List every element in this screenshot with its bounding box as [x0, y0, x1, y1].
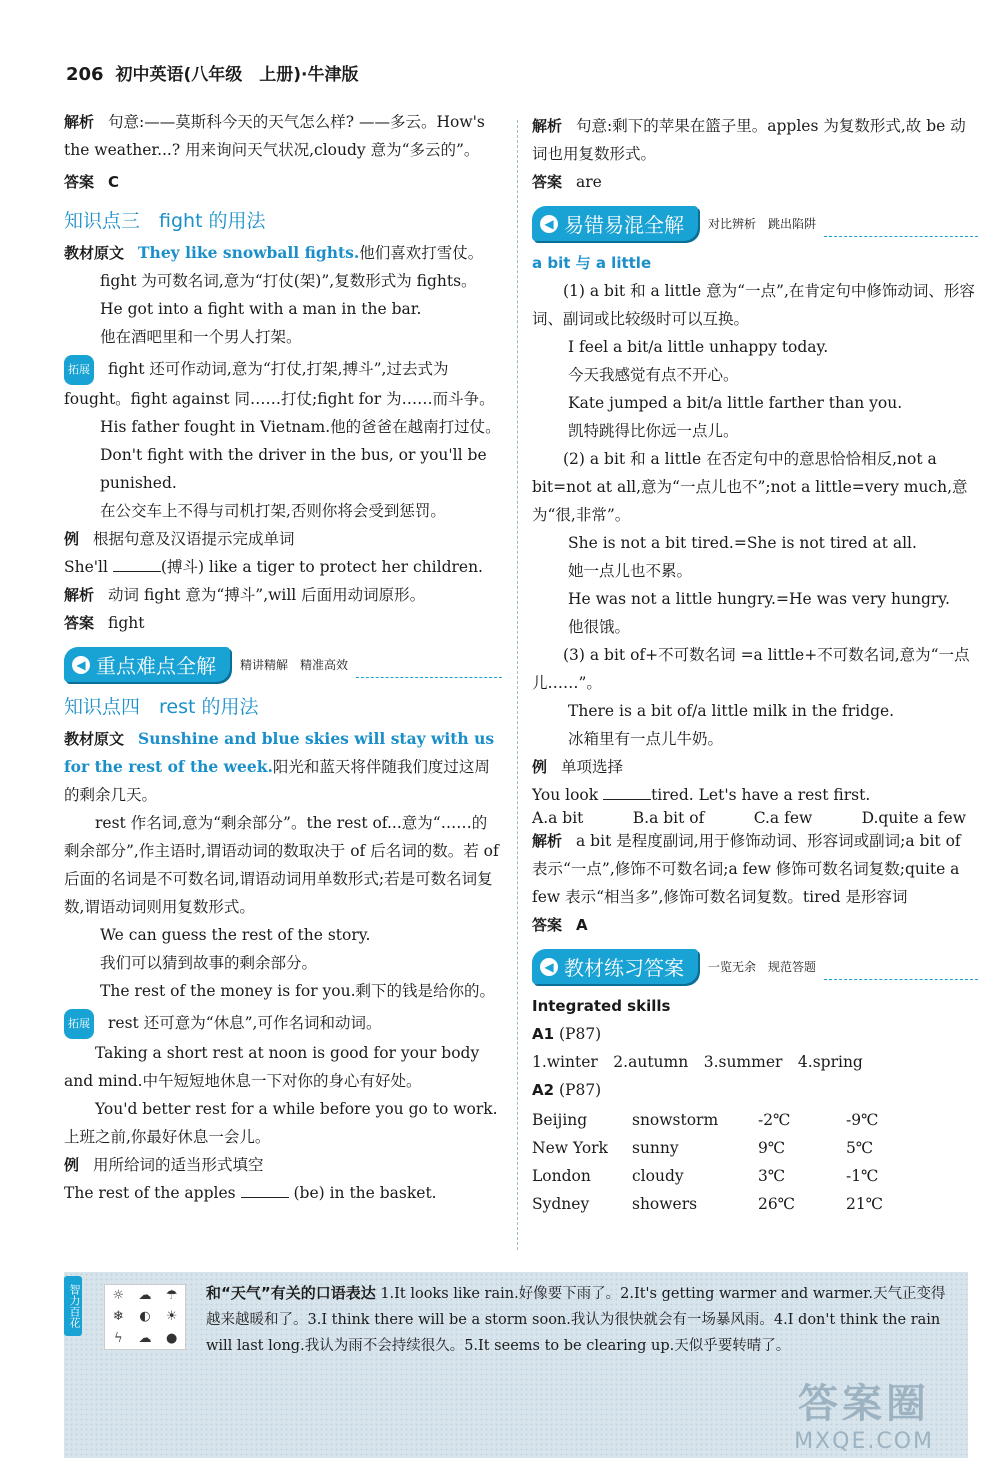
point-3-ex: There is a bit of/a little milk in the fridge. [568, 702, 895, 720]
point-1-ex-2: Kate jumped a bit/a little farther than you. [568, 394, 903, 412]
table-cell: 21℃ [846, 1195, 884, 1213]
partly-cloudy-icon: ◐ [139, 1309, 151, 1325]
table-cell: -9℃ [846, 1111, 879, 1129]
point-1-ex-1-cn: 今天我感觉有点不开心。 [568, 366, 739, 384]
exercise-3-question: She'll (搏斗) like a tiger to protect her children. [64, 558, 483, 576]
tip-box-side-label: 智力百花 [64, 1276, 82, 1336]
watermark: 答案圈 MXQE.COM [794, 1381, 934, 1454]
fight-example-en: He got into a fight with a man in the bar. [100, 300, 422, 318]
table-row [532, 1190, 926, 1218]
table-cell: 5℃ [846, 1139, 874, 1157]
integrated-skills-heading: Integrated skills [532, 997, 671, 1015]
megaphone-icon: ◀ [540, 958, 558, 976]
fight-note-1: fight 为可数名词,意为“打仗(架)”,复数形式为 fights。 [100, 272, 477, 290]
megaphone-icon: ◀ [540, 215, 558, 233]
point-1-ex-1: I feel a bit/a little unhappy today. [568, 338, 829, 356]
table-cell: 9℃ [758, 1139, 786, 1157]
section-banner-key-points: ◀ 重点难点全解 精讲精解 精准高效 [64, 647, 502, 682]
a1-heading: A1 (P87) [532, 1025, 602, 1043]
weather-icons [104, 1284, 186, 1350]
rest-example-4: You'd better rest for a while before you go to work.上班之前,你最好休息一会儿。 [64, 1100, 498, 1146]
column-divider [517, 120, 518, 1250]
rest-example-2: The rest of the money is for you.剩下的钱是给你的。 [100, 982, 496, 1000]
answer-4: 答案 are [532, 173, 602, 191]
book-title: 初中英语(八年级 上册)·牛津版 [115, 65, 359, 85]
exercise-5-question: You look tired. Let's have a rest first. [532, 786, 871, 804]
table-cell: London [532, 1167, 591, 1185]
table-cell: New York [532, 1139, 608, 1157]
table-cell: Beijing [532, 1111, 588, 1129]
fight-example-2: His father fought in Vietnam.他的爸爸在越南打过仗。 [100, 418, 501, 436]
analysis-4: 解析 句意:剩下的苹果在篮子里。apples 为复数形式,故 be 动词也用复数形式。 [532, 117, 966, 163]
tip-box [64, 1272, 968, 1458]
knowledge-point-4: 知识点四 rest 的用法 [64, 696, 259, 718]
table-cell: cloudy [632, 1167, 684, 1185]
point-1-ex-2-cn: 凯特跳得比你远一点儿。 [568, 422, 739, 440]
point-3: (3) a bit of+不可数名词 =a little+不可数名词,意为“一点儿……”。 [532, 646, 970, 692]
cloudy-icon: ☁ [138, 1330, 152, 1346]
point-2: (2) a bit 和 a little 在否定句中的意思恰恰相反,not a bit=not at all,意为“一点儿也不”;not a little=very much,意为“很,非常”。 [532, 450, 968, 524]
table-cell: Sydney [532, 1195, 590, 1213]
rest-note-1: rest 作名词,意为“剩余部分”。the rest of...意为“……的剩余部分”,作主语时,谓语动词的数取决于 of 后名词的数。若 of 后面的名词是不可数名词,谓语动词用单数形式;若是可数名词复数,谓语动词则用复数形式。 [64, 814, 499, 916]
sun-icon: ☼ [112, 1288, 125, 1303]
rest-example-1-en: We can guess the rest of the story. [100, 926, 371, 944]
tip-text: 和“天气”有关的口语表达 1.It looks like rain.好像要下雨了。2.It's getting warmer and warmer.天气正变得越来越暖和了。3.I think there will be a storm soon.我认为很快就会有一场暴风雨。4.I don't think the rain will last long.我认为雨不会持续很久。5.It seems to be clearing up.天似乎要转晴了。 [206, 1284, 946, 1354]
storm-icon: ● [165, 1330, 178, 1346]
table-cell: 26℃ [758, 1195, 796, 1213]
umbrella-icon: ☂ [165, 1288, 178, 1303]
analysis-3: 解析 动词 fight 意为“搏斗”,will 后面用动词原形。 [64, 586, 426, 604]
table-cell: 3℃ [758, 1167, 786, 1185]
lightning-icon: ϟ [114, 1330, 123, 1346]
point-2-ex-2: He was not a little hungry.=He was very hungry. [568, 590, 950, 608]
rest-example-3: Taking a short rest at noon is good for your body and mind.中午短短地休息一下对你的身心有好处。 [64, 1044, 480, 1090]
table-row [532, 1162, 926, 1190]
fight-extension: 拓展 fight 还可作动词,意为“打仗,打架,搏斗”,过去式为 fought。fight against 同……打仗;fight for 为……而斗争。 [64, 355, 502, 413]
cloud-icon: ☁ [138, 1288, 152, 1303]
subheading-a-bit: a bit 与 a little [532, 254, 652, 272]
table-cell: -1℃ [846, 1167, 879, 1185]
point-3-ex-cn: 冰箱里有一点儿牛奶。 [568, 730, 724, 748]
tip-title: 和“天气”有关的口语表达 [206, 1284, 376, 1302]
table-cell: snowstorm [632, 1111, 719, 1129]
point-2-ex-1-cn: 她一点儿也不累。 [568, 562, 693, 580]
section-banner-confusables: ◀ 易错易混全解 对比辨析 跳出陷阱 [532, 206, 978, 241]
snow-icon: ❄ [112, 1309, 124, 1325]
exercise-4-question: The rest of the apples (be) in the basket. [64, 1184, 437, 1202]
answer-blank [113, 557, 161, 572]
megaphone-icon: ◀ [72, 656, 90, 674]
exercise-3: 例 根据句意及汉语提示完成单词 [64, 530, 295, 548]
textbook-original-4: 教材原文 Sunshine and blue skies will stay with us for the rest of the week.阳光和蓝天将伴随我们度过这周的剩余几天。 [64, 729, 495, 804]
answer-3: 答案 fight [64, 614, 145, 632]
weather-table [532, 1106, 926, 1218]
table-cell: -2℃ [758, 1111, 791, 1129]
answer-blank [603, 785, 651, 800]
option-a: A.a bit [532, 809, 584, 827]
left-column [64, 108, 502, 1207]
extension-tag: 拓展 [64, 1009, 94, 1039]
exercise-4: 例 用所给词的适当形式填空 [64, 1156, 264, 1174]
analysis-5: 解析 a bit 是程度副词,用于修饰动词、形容词或副词;a bit of 表示“一点”,修饰不可数名词;a few 修饰可数名词复数;quite a few 表示“相当多”,修饰可数名词复数。tired 是形容词 [532, 832, 961, 906]
option-b: B.a bit of [632, 809, 705, 827]
page-header [66, 60, 359, 85]
point-2-ex-1: She is not a bit tired.=She is not tired at all. [568, 534, 917, 552]
answer-1: 答案 C [64, 173, 120, 191]
rest-extension: 拓展 rest 还可意为“休息”,可作名词和动词。 [64, 1009, 502, 1039]
table-row [532, 1134, 926, 1162]
option-d: D.quite a few [861, 809, 966, 827]
table-cell: showers [632, 1195, 698, 1213]
page-number: 206 [66, 64, 104, 85]
answer-5: 答案 A [532, 916, 588, 934]
sunny-icon: ☀ [165, 1309, 178, 1325]
point-1: (1) a bit 和 a little 意为“一点”,在肯定句中修饰动词、形容词、副词或比较级时可以互换。 [532, 282, 975, 328]
table-row [532, 1106, 926, 1134]
knowledge-point-3: 知识点三 fight 的用法 [64, 210, 266, 232]
a2-heading: A2 (P87) [532, 1081, 602, 1099]
extension-tag: 拓展 [64, 355, 94, 385]
exercise-5: 例 单项选择 [532, 758, 624, 776]
answer-blank [241, 1183, 289, 1198]
right-column [532, 112, 978, 1218]
point-2-ex-2-cn: 他很饿。 [568, 618, 631, 636]
section-banner-answers: ◀ 教材练习答案 一览无余 规范答题 [532, 949, 978, 984]
textbook-original-3: 教材原文 They like snowball fights.他们喜欢打雪仗。 [64, 243, 484, 262]
rest-example-1-cn: 我们可以猜到故事的剩余部分。 [100, 954, 318, 972]
option-c: C.a few [753, 809, 813, 827]
a1-answers: 1.winter 2.autumn 3.summer 4.spring [532, 1053, 863, 1071]
fight-example-cn: 他在酒吧里和一个男人打架。 [100, 328, 302, 346]
fight-example-3-en: Don't fight with the driver in the bus, or you'll be punished. [100, 446, 487, 492]
fight-example-3-cn: 在公交车上不得与司机打架,否则你将会受到惩罚。 [100, 502, 446, 520]
table-cell: sunny [632, 1139, 679, 1157]
analysis-1: 解析 句意:——莫斯科今天的天气怎么样? ——多云。How's the weather...? 用来询问天气状况,cloudy 意为“多云的”。 [64, 113, 485, 159]
exercise-5-options [532, 809, 978, 827]
